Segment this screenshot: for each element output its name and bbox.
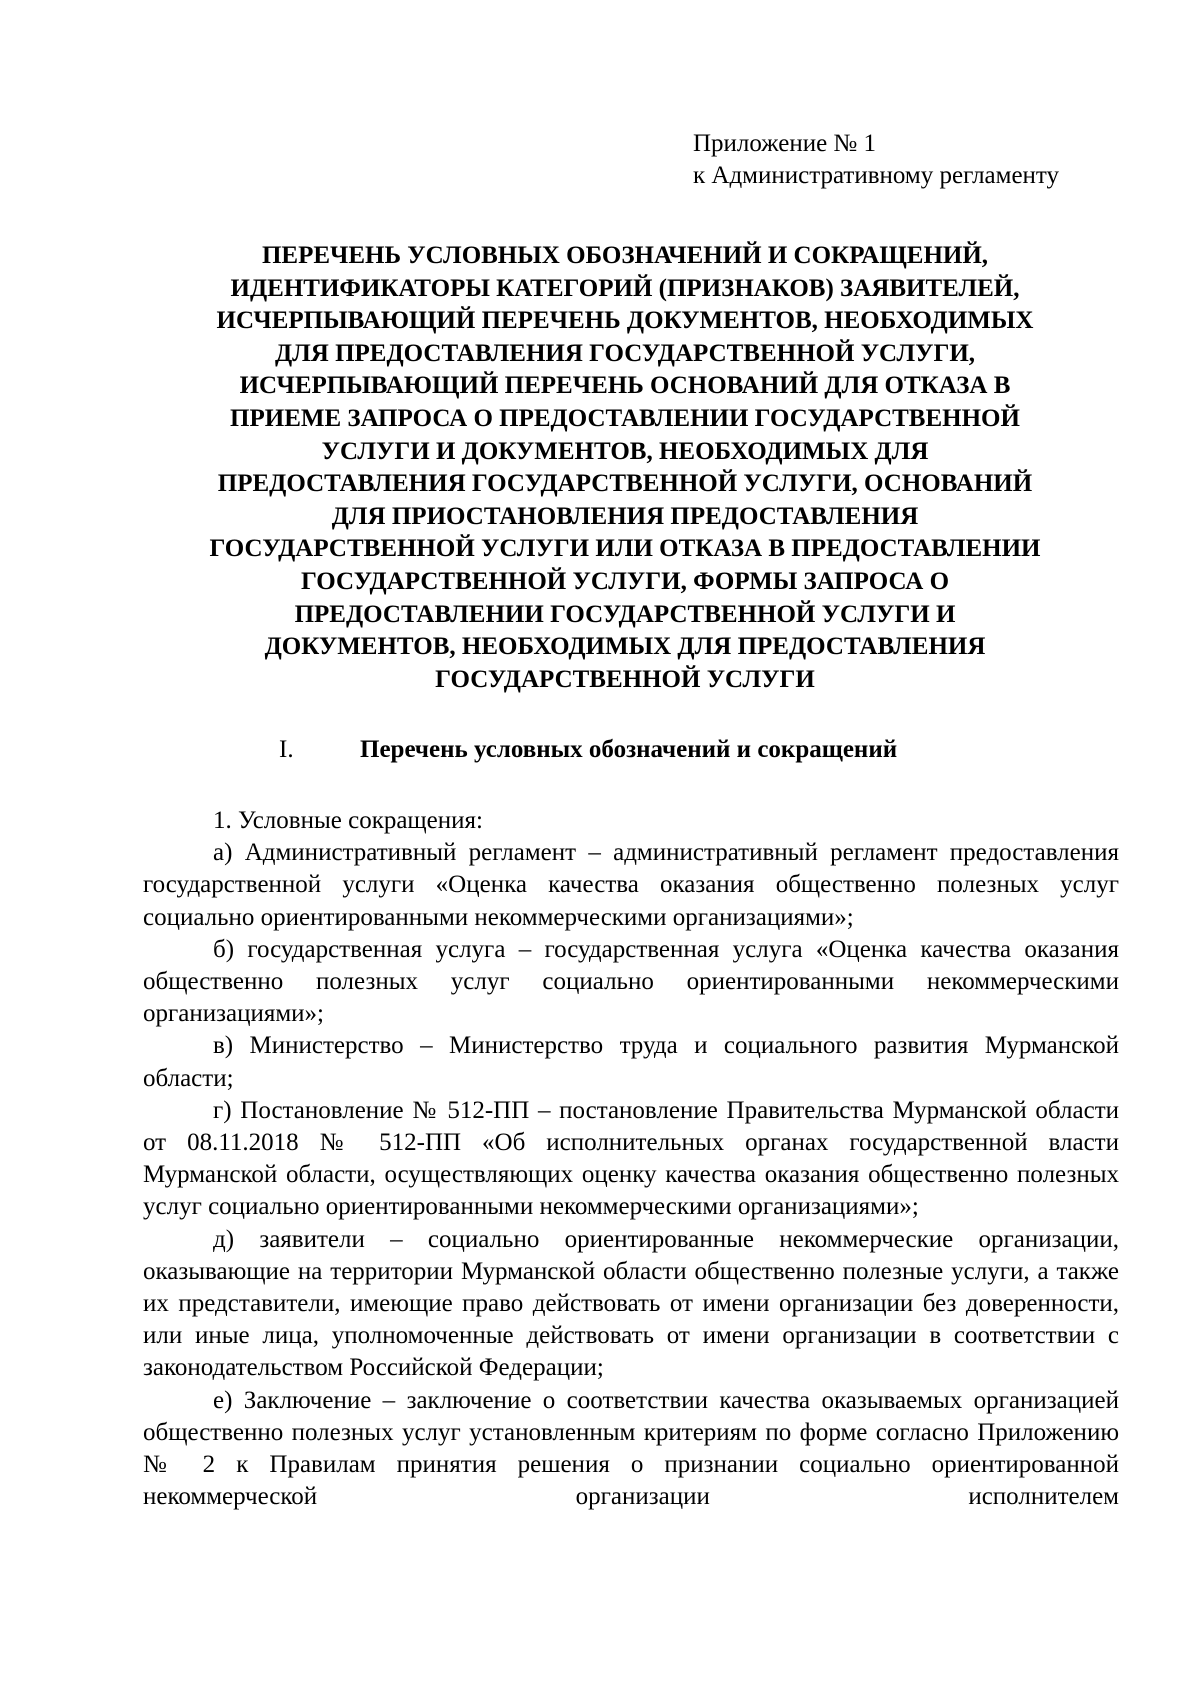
title-line: ГОСУДАРСТВЕННОЙ УСЛУГИ — [435, 665, 815, 693]
title-line: ДЛЯ ПРИОСТАНОВЛЕНИЯ ПРЕДОСТАВЛЕНИЯ — [331, 502, 919, 530]
title-line: ПЕРЕЧЕНЬ УСЛОВНЫХ ОБОЗНАЧЕНИЙ И СОКРАЩЕНИЙ, — [261, 242, 989, 269]
title-line: ИДЕНТИФИКАТОРЫ КАТЕГОРИЙ (ПРИЗНАКОВ) ЗАЯВИТЕЛЕЙ, — [230, 274, 1020, 302]
paragraph-d: д) заявители – социально ориентированные некоммерческие организации, оказывающие на территории Мурманской области общественно полезные услуги, а также их представители, имеющие право действовать от имени организации без доверенности, или иные лица, уполномоченные действовать от имени организации в соответствии с законодательством Российской Федерации; — [143, 1225, 1119, 1382]
appendix-line-1: Приложение № 1 — [693, 130, 877, 157]
body-text — [143, 805, 1119, 1513]
title-line: ГОСУДАРСТВЕННОЙ УСЛУГИ, ФОРМЫ ЗАПРОСА О — [300, 567, 950, 595]
paragraph-g: г) Постановление № 512-ПП – постановление Правительства Мурманской области от 08.11.2018 № 512-ПП «Об исполнительных органах государственной власти Мурманской области, осуществляющих оценку качества оказания общественно полезных услуг социально ориентированными некоммерческими организациями»; — [143, 1096, 1119, 1221]
title-line: ГОСУДАРСТВЕННОЙ УСЛУГИ ИЛИ ОТКАЗА В ПРЕДОСТАВЛЕНИИ — [209, 535, 1041, 563]
paragraph-b: б) государственная услуга – государственная услуга «Оценка качества оказания общественно полезных услуг социально ориентированными некоммерческими организациями»; — [143, 935, 1119, 1028]
section-number: I. — [279, 736, 294, 763]
appendix-line-2: к Административному регламенту — [693, 162, 1060, 189]
title-line: УСЛУГИ И ДОКУМЕНТОВ, НЕОБХОДИМЫХ ДЛЯ — [321, 437, 929, 465]
paragraph-e: е) Заключение – заключение о соответствии качества оказываемых организацией общественно полезных услуг установленным критериям по форме согласно Приложению № 2 к Правилам принятия решения о признании социально ориентированной некоммерческой организации исполнителем — [143, 1386, 1119, 1511]
paragraph-v: в) Министерство – Министерство труда и социального развития Мурманской области; — [143, 1032, 1119, 1092]
title-line: ИСЧЕРПЫВАЮЩИЙ ПЕРЕЧЕНЬ ОСНОВАНИЙ ДЛЯ ОТКАЗА В — [239, 372, 1011, 400]
title-line: ПРЕДОСТАВЛЕНИИ ГОСУДАРСТВЕННОЙ УСЛУГИ И — [294, 600, 956, 628]
title-line: ИСЧЕРПЫВАЮЩИЙ ПЕРЕЧЕНЬ ДОКУМЕНТОВ, НЕОБХОДИМЫХ — [216, 307, 1034, 335]
paragraph-a: а) Административный регламент – административный регламент предоставления государственной услуги «Оценка качества оказания общественно полезных услуг социально ориентированными некоммерческими организациями»; — [143, 839, 1119, 931]
title-line: ДОКУМЕНТОВ, НЕОБХОДИМЫХ ДЛЯ ПРЕДОСТАВЛЕНИЯ — [264, 633, 986, 661]
title-line: ДЛЯ ПРЕДОСТАВЛЕНИЯ ГОСУДАРСТВЕННОЙ УСЛУГИ, — [274, 339, 976, 367]
paragraph-intro: 1. Условные сокращения: — [213, 807, 483, 834]
appendix-note — [693, 128, 1059, 192]
document-title — [130, 240, 1120, 696]
section-title: Перечень условных обозначений и сокращений — [360, 736, 898, 763]
title-line: ПРИЕМЕ ЗАПРОСА О ПРЕДОСТАВЛЕНИИ ГОСУДАРСТВЕННОЙ — [230, 404, 1020, 432]
title-line: ПРЕДОСТАВЛЕНИЯ ГОСУДАРСТВЕННОЙ УСЛУГИ, ОСНОВАНИЙ — [217, 470, 1033, 498]
